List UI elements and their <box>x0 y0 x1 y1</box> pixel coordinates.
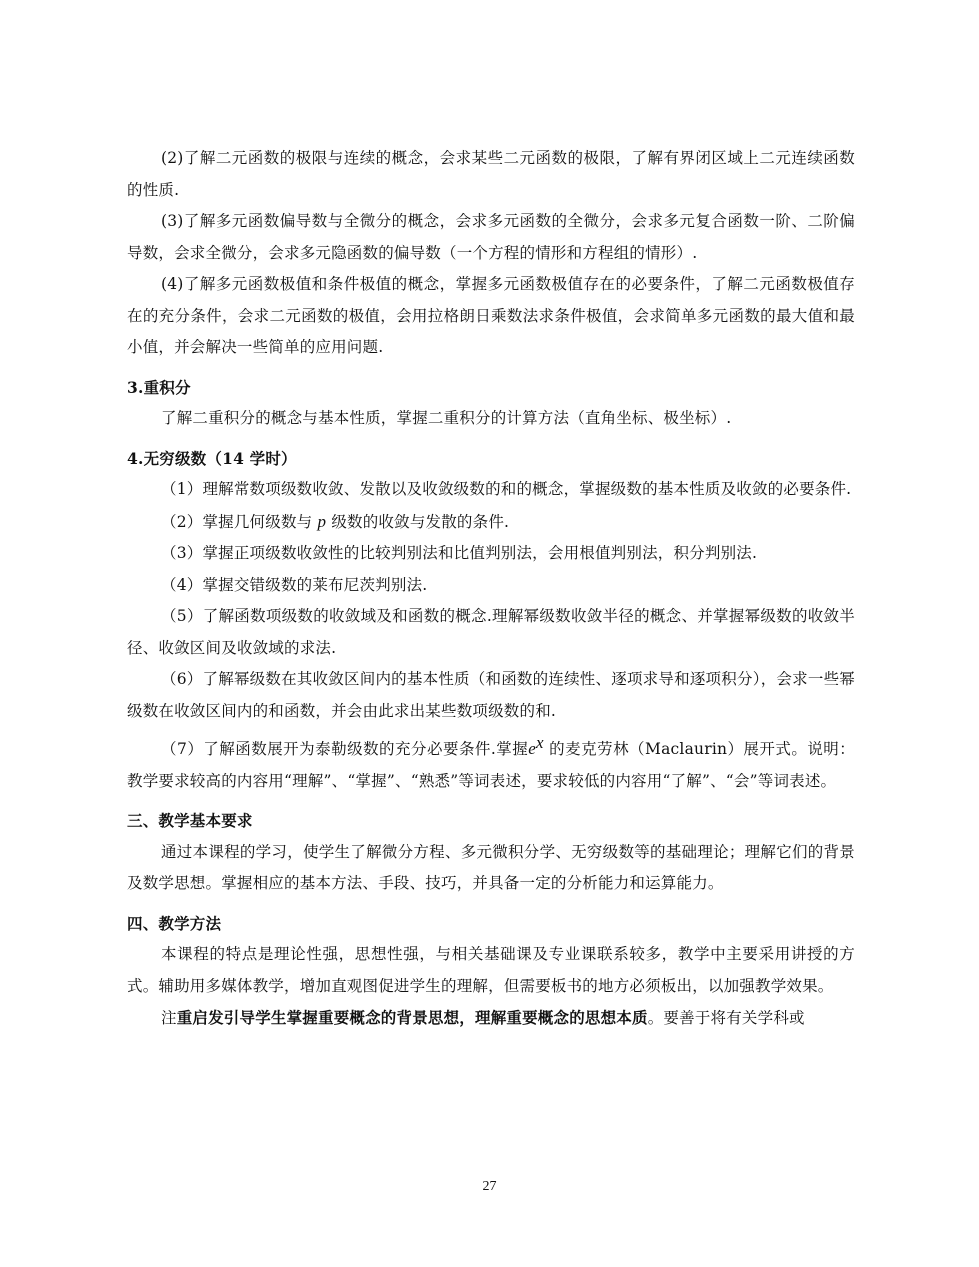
note-after: 。要善于将有关学科或 <box>647 1009 805 1028</box>
exponential-base: e <box>528 739 537 759</box>
series-item-3: （3）掌握正项级数收敛性的比较判别法和比值判别法，会用根值判别法，积分判别法. <box>161 544 758 562</box>
paragraph-teaching-requirements: 通过本课程的学习，使学生了解微分方程、多元微积分学、无穷级数等的基础理论；理解它们的背景及数学思想。掌握相应的基本方法、手段、技巧，并具备一定的分析能力和运算能力。 <box>127 842 855 893</box>
note-emphasis: 重启发引导学生掌握重要概念的背景思想，理解重要概念的思想本质 <box>176 1008 648 1028</box>
paragraph-teaching-methods: 本课程的特点是理论性强，思想性强，与相关基础课及专业课联系较多，教学中主要采用讲授的方式。辅助用多媒体教学，增加直观图促进学生的理解，但需要板书的地方必须板出，以加强教学效果。 <box>127 945 855 995</box>
heading-double-integral: 3.重积分 <box>127 377 191 397</box>
paragraph-extrema: (4)了解多元函数极值和条件极值的概念，掌握多元函数极值存在的必要条件，了解二元函数极值存在的充分条件，会求二元函数的极值，会用拉格朗日乘数法求条件极值，会求简单多元函数的最大值和最小值，并会解决一些简单的应用问题. <box>127 275 855 356</box>
paragraph-double-integral: 了解二重积分的概念与基本性质，掌握二重积分的计算方法（直角坐标、极坐标）. <box>161 409 732 427</box>
series-item-7-before: （7）了解函数展开为泰勒级数的充分必要条件.掌握 <box>161 740 529 759</box>
series-item-7-after: 的麦克劳林（Maclaurin）展开式。说明：教学要求较高的内容用“理解”、“掌握”、“熟悉”等词表述，要求较低的内容用“了解”、“会”等词表述。 <box>127 740 855 790</box>
series-item-1: （1）理解常数项级数收敛、发散以及收敛级数的和的概念，掌握级数的基本性质及收敛的必要条件. <box>161 480 852 498</box>
document-body <box>127 143 855 1035</box>
heading-teaching-methods: 四、教学方法 <box>127 913 222 933</box>
series-item-2-before: （2）掌握几何级数与 <box>161 512 318 531</box>
paragraph-partial-derivatives: (3)了解多元函数偏导数与全微分的概念，会求多元函数的全微分，会求多元复合函数一阶、二阶偏导数，会求全微分，会求多元隐函数的偏导数（一个方程的情形和方程组的情形）. <box>127 212 855 262</box>
page-number: 27 <box>482 1179 497 1194</box>
series-item-6: （6）了解幂级数在其收敛区间内的基本性质（和函数的连续性、逐项求导和逐项积分），会求一些幂级数在收敛区间内的和函数，并会由此求出某些数项级数的和. <box>127 670 855 720</box>
series-item-4: （4）掌握交错级数的莱布尼茨判别法. <box>161 575 428 594</box>
paragraph-note <box>127 1002 855 1035</box>
heading-teaching-requirements: 三、教学基本要求 <box>127 811 253 831</box>
series-item-2-after: 级数的收敛与发散的条件. <box>326 512 510 531</box>
paragraph-limits-continuity: (2)了解二元函数的极限与连续的概念，会求某些二元函数的极限，了解有界闭区域上二元连续函数的性质. <box>127 149 855 199</box>
series-item-7 <box>127 727 855 797</box>
note-prefix: 注 <box>161 1009 177 1028</box>
heading-infinite-series: 4.无穷级数（14 学时） <box>127 448 297 468</box>
variable-p: p <box>317 511 327 531</box>
series-item-5: （5）了解函数项级数的收敛域及和函数的概念.理解幂级数收敛半径的概念、并掌握幂级数的收敛半径、收敛区间及收敛域的求法. <box>127 607 855 657</box>
exponential-power: x <box>536 733 544 752</box>
series-item-2 <box>127 506 855 539</box>
